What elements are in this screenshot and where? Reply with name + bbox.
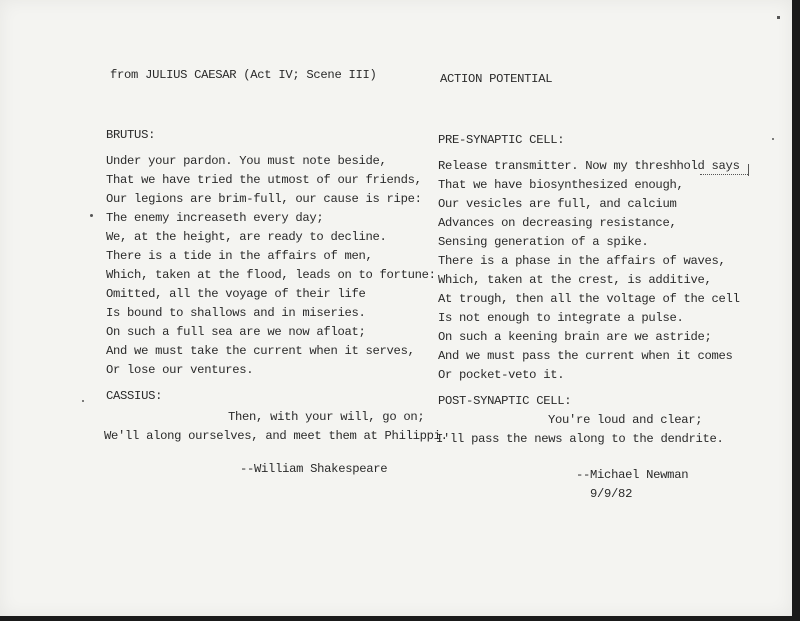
brutus-line: Or lose our ventures.	[106, 363, 254, 377]
brutus-line: And we must take the current when it serves,	[106, 344, 415, 358]
date: 9/9/82	[590, 487, 633, 501]
pre-synaptic-line: There is a phase in the affairs of waves,	[438, 254, 726, 268]
corner-mark	[777, 16, 780, 19]
cassius-line: We'll along ourselves, and meet them at Philippi.	[104, 429, 448, 443]
brutus-label: BRUTUS:	[106, 128, 156, 142]
post-synaptic-line: You're loud and clear;	[548, 413, 703, 427]
margin-bracket-mark	[700, 174, 748, 176]
left-heading: from JULIUS CAESAR (Act IV; Scene III)	[110, 68, 377, 82]
cassius-line: Then, with your will, go on;	[228, 410, 425, 424]
cassius-label: CASSIUS:	[106, 389, 163, 403]
brutus-line: On such a full sea are we now afloat;	[106, 325, 366, 339]
brutus-line: Omitted, all the voyage of their life	[106, 287, 366, 301]
brutus-line: Which, taken at the flood, leads on to fortune:	[106, 268, 436, 282]
pre-synaptic-line: That we have biosynthesized enough,	[438, 178, 684, 192]
brutus-line: Is bound to shallows and in miseries.	[106, 306, 366, 320]
right-heading: ACTION POTENTIAL	[440, 72, 553, 86]
pre-synaptic-line: Release transmitter. Now my threshhold says	[438, 159, 740, 173]
margin-dot-mark	[82, 400, 84, 402]
margin-dot-mark	[90, 214, 93, 217]
pre-synaptic-line: Which, taken at the crest, is additive,	[438, 273, 712, 287]
pre-synaptic-line: Our vesicles are full, and calcium	[438, 197, 677, 211]
post-synaptic-line: I'll pass the news along to the dendrite.	[436, 432, 724, 446]
pre-synaptic-line: On such a keening brain are we astride;	[438, 330, 712, 344]
brutus-line: Our legions are brim-full, our cause is ripe:	[106, 192, 422, 206]
post-synaptic-label: POST-SYNAPTIC CELL:	[438, 394, 572, 408]
left-attribution: --William Shakespeare	[240, 462, 388, 476]
brutus-line: That we have tried the utmost of our friends,	[106, 173, 422, 187]
pre-synaptic-line: Or pocket-veto it.	[438, 368, 565, 382]
brutus-line: The enemy increaseth every day;	[106, 211, 324, 225]
pre-synaptic-line: Advances on decreasing resistance,	[438, 216, 677, 230]
pre-synaptic-line: At trough, then all the voltage of the cell	[438, 292, 740, 306]
right-attribution: --Michael Newman	[576, 468, 689, 482]
pre-synaptic-label: PRE-SYNAPTIC CELL:	[438, 133, 565, 147]
pre-synaptic-line: Is not enough to integrate a pulse.	[438, 311, 684, 325]
pre-synaptic-line: Sensing generation of a spike.	[438, 235, 649, 249]
brutus-line: Under your pardon. You must note beside,	[106, 154, 387, 168]
bracket-tick-mark	[748, 164, 749, 176]
brutus-line: There is a tide in the affairs of men,	[106, 249, 373, 263]
brutus-line: We, at the height, are ready to decline.	[106, 230, 387, 244]
pre-synaptic-line: And we must pass the current when it comes	[438, 349, 733, 363]
margin-dot-mark	[772, 138, 774, 140]
